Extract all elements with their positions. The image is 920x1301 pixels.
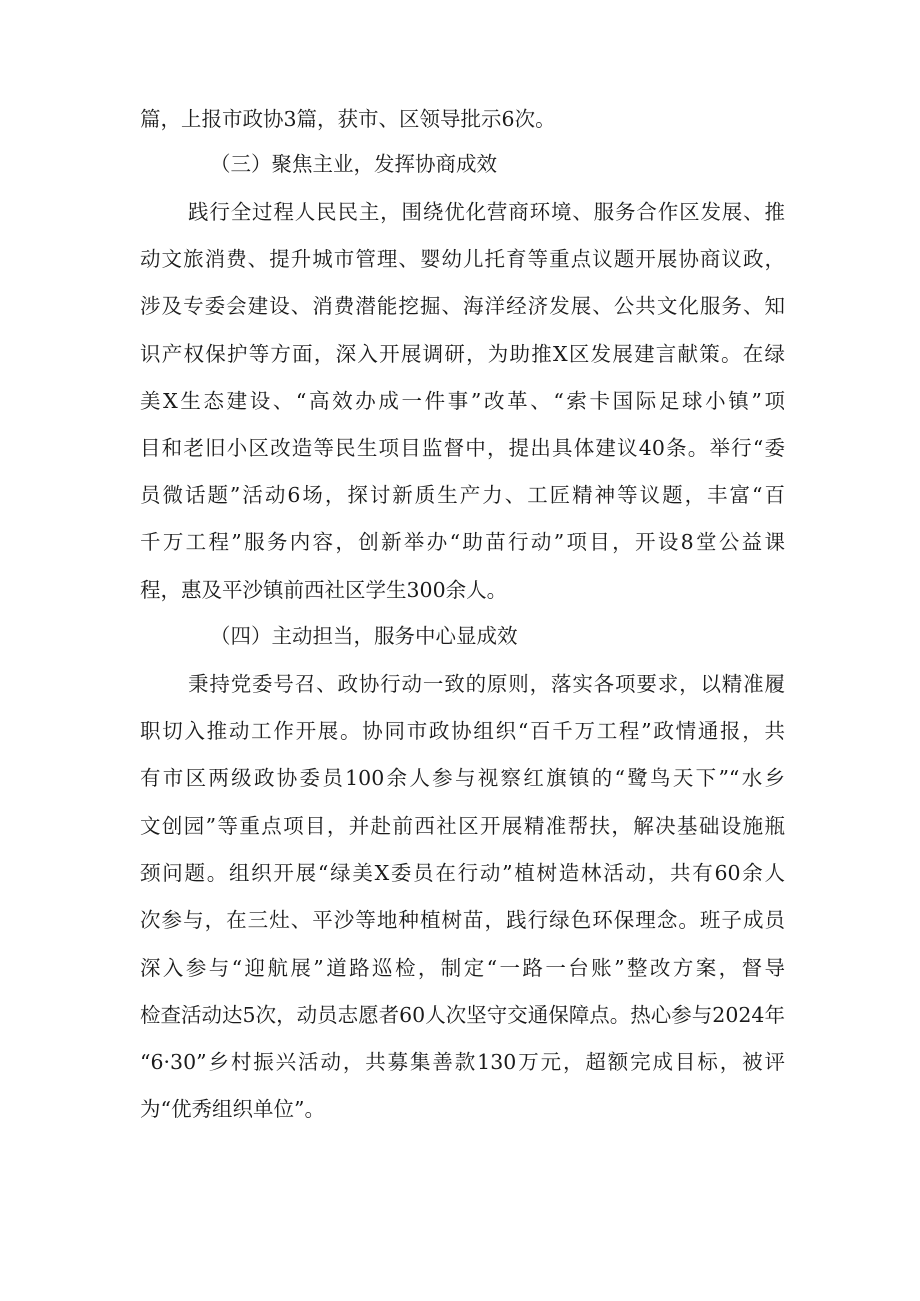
text-line: 检查活动达5次，动员志愿者60人次坚守交通保障点。热心参与2024年 — [140, 1003, 785, 1027]
paragraph-continuation: 篇，上报市政协3篇，获市、区领导批示6次。 — [140, 107, 556, 131]
text-line: 为“优秀组织单位”。 — [140, 1097, 325, 1121]
text-line: 文创园”等重点项目，并赴前西社区开展精准帮扶，解决基础设施瓶 — [140, 814, 785, 838]
text-line: 职切入推动工作开展。协同市政协组织“百千万工程”政情通报，共 — [140, 719, 785, 743]
text-line: 有市区两级政协委员100余人参与视察红旗镇的“鹭鸟天下”“水乡 — [140, 766, 785, 790]
text-line: 践行全过程人民民主，围绕优化营商环境、服务合作区发展、推 — [188, 200, 785, 224]
text-line: 程，惠及平沙镇前西社区学生300余人。 — [140, 578, 508, 602]
text-line: 秉持党委号召、政协行动一致的原则，落实各项要求，以精准履 — [188, 672, 785, 696]
text-line: 识产权保护等方面，深入开展调研，为助推X区发展建言献策。在绿 — [140, 342, 785, 366]
text-line: 涉及专委会建设、消费潜能挖掘、海洋经济发展、公共文化服务、知 — [140, 294, 785, 318]
text-line: 次参与，在三灶、平沙等地种植树苗，践行绿色环保理念。班子成员 — [140, 908, 785, 932]
text-line: 千万工程”服务内容，创新举办“助苗行动”项目，开设8堂公益课 — [140, 530, 785, 554]
text-line: “6·30”乡村振兴活动，共募集善款130万元，超额完成目标，被评 — [140, 1050, 785, 1074]
text-line: 深入参与“迎航展”道路巡检，制定“一路一台账”整改方案，督导 — [140, 956, 785, 980]
text-line: 目和老旧小区改造等民生项目监督中，提出具体建议40条。举行“委 — [140, 436, 785, 460]
text-line: 美X生态建设、“高效办成一件事”改革、“索卡国际足球小镇”项 — [140, 389, 785, 413]
text-line: 颈问题。组织开展“绿美X委员在行动”植树造林活动，共有60余人 — [140, 861, 785, 885]
section-heading-3: （三）聚焦主业，发挥协商成效 — [210, 152, 497, 176]
text-line: 员微话题”活动6场，探讨新质生产力、工匠精神等议题，丰富“百 — [140, 483, 785, 507]
section-heading-4: （四）主动担当，服务中心显成效 — [210, 624, 518, 648]
text-line: 动文旅消费、提升城市管理、婴幼儿托育等重点议题开展协商议政， — [140, 247, 785, 271]
